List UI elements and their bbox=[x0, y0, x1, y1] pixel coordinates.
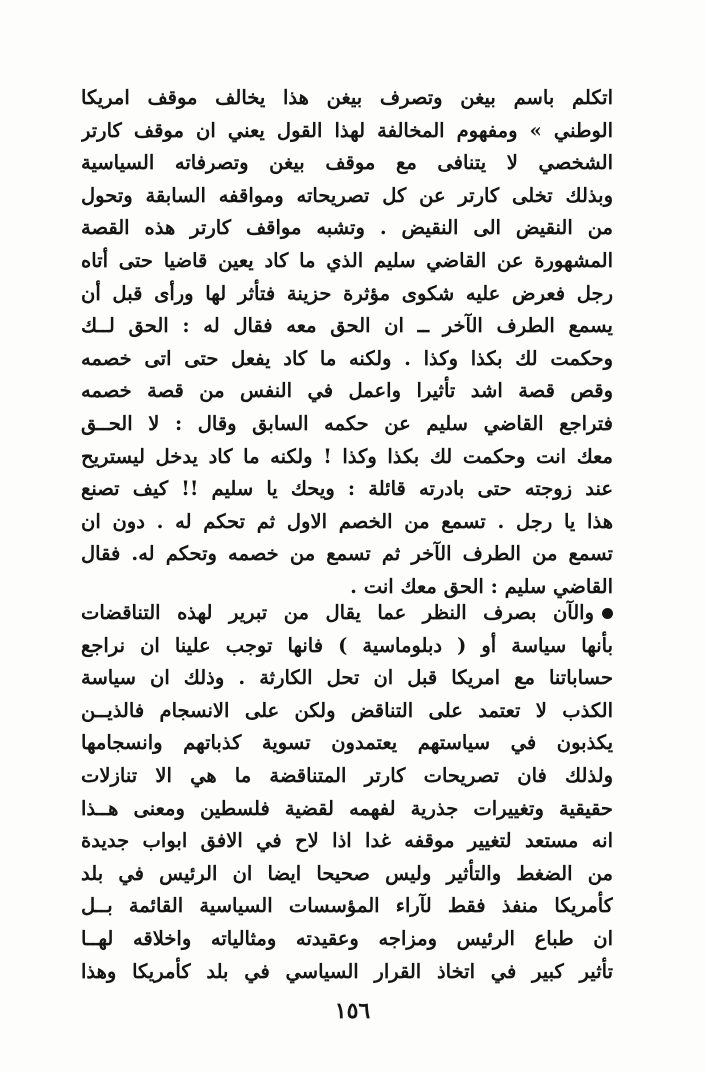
page-number: ١٥٦ bbox=[334, 998, 371, 1024]
bullet-icon bbox=[602, 608, 613, 619]
text-line: اتكلم باسم بيغن وتصرف بيغن هذا يخالف موقف امريكا bbox=[81, 86, 613, 109]
text-line: وبذلك تخلى كارتر عن كل تصريحاته ومواقفه السابقة وتحول bbox=[81, 183, 613, 207]
text-line: يكذبون في سياستهم يعتمدون تسوية كذباتهم وانسجامها bbox=[81, 731, 613, 755]
text-line: تأثير كبير في اتخاذ القرار السياسي في بلد كأمريكا وهذا bbox=[81, 959, 613, 983]
text-line: معك انت وحكمت لك بكذا وكذا ! ولكنه ما كاد يدخل ليستريح bbox=[81, 444, 613, 468]
text-line: ولذلك فان تصريحات كارتر المتناقضة ما هي الا تنازلات bbox=[81, 763, 613, 787]
text-line: المشهورة عن القاضي سليم الذي ما كاد يعين قاضيا حتى أتاه bbox=[81, 248, 613, 272]
text-line: بأنها سياسة أو ( دبلوماسية ) فانها توجب علينا ان نراجع bbox=[81, 633, 613, 657]
text-line: الشخصي لا يتنافى مع موقف بيغن وتصرفاته السياسية bbox=[81, 151, 613, 175]
text-line-content: والآن بصرف النظر عما يقال من تبرير لهذه التناقضات bbox=[81, 601, 594, 624]
text-line: كأمريكا منفذ فقط لآراء المؤسسات السياسية القائمة بــل bbox=[81, 894, 613, 918]
text-line: الوطني » ومفهوم المخالفة لهذا القول يعني ان موقف كارتر bbox=[81, 118, 613, 142]
text-line: حساباتنا مع امريكا قبل ان تحل الكارثة . وذلك ان سياسة bbox=[81, 666, 613, 690]
text-line: وقص قصة اشد تأثيرا واعمل في النفس من قصة خصمه bbox=[81, 379, 613, 403]
paragraph-1 bbox=[81, 82, 613, 604]
text-line-first bbox=[81, 597, 613, 630]
text-line: من الضغط والتأثير وليس صحيحا ايضا ان الرئيس في بلد bbox=[81, 861, 613, 885]
text-line: عند زوجته حتى بادرته قائلة : ويحك يا سليم !! كيف تصنع bbox=[81, 477, 613, 501]
text-line: حقيقية وتغييرات جذرية لفهمه لقضية فلسطين ومعنى هــذا bbox=[81, 796, 613, 820]
text-line: تسمع من الطرف الآخر ثم تسمع من خصمه وتحكم له. فقال bbox=[81, 542, 613, 566]
text-line: انه مستعد لتغيير موقفه غدا اذا لاح في الافق ابواب جديدة bbox=[81, 829, 613, 853]
text-line: القاضي سليم : الحق معك انت . bbox=[350, 574, 613, 598]
text-line: الكذب لا تعتمد على التناقض ولكن على الانسجام فالذيــن bbox=[81, 698, 613, 722]
text-line: يسمع الطرف الآخر ــ ان الحق معه فقال له : الحق لــك bbox=[81, 314, 613, 338]
text-line: رجل فعرض عليه شكوى مؤثرة حزينة فتأثر لها ورأى قبل أن bbox=[81, 281, 613, 305]
paragraph-2 bbox=[81, 597, 613, 988]
text-line: من النقيض الى النقيض . وتشبه مواقف كارتر هذه القصة bbox=[81, 216, 613, 240]
text-line: ان طباع الرئيس ومزاجه وعقيدته ومثالياته واخلاقه لهــا bbox=[81, 926, 613, 950]
text-line: وحكمت لك بكذا وكذا . ولكنه ما كاد يفعل حتى اتى خصمه bbox=[81, 346, 613, 370]
text-line: هذا يا رجل . تسمع من الخصم الاول ثم تحكم له . دون ان bbox=[81, 509, 613, 533]
text-line: فتراجع القاضي سليم عن حكمه السابق وقال : لا الحــق bbox=[81, 411, 613, 435]
